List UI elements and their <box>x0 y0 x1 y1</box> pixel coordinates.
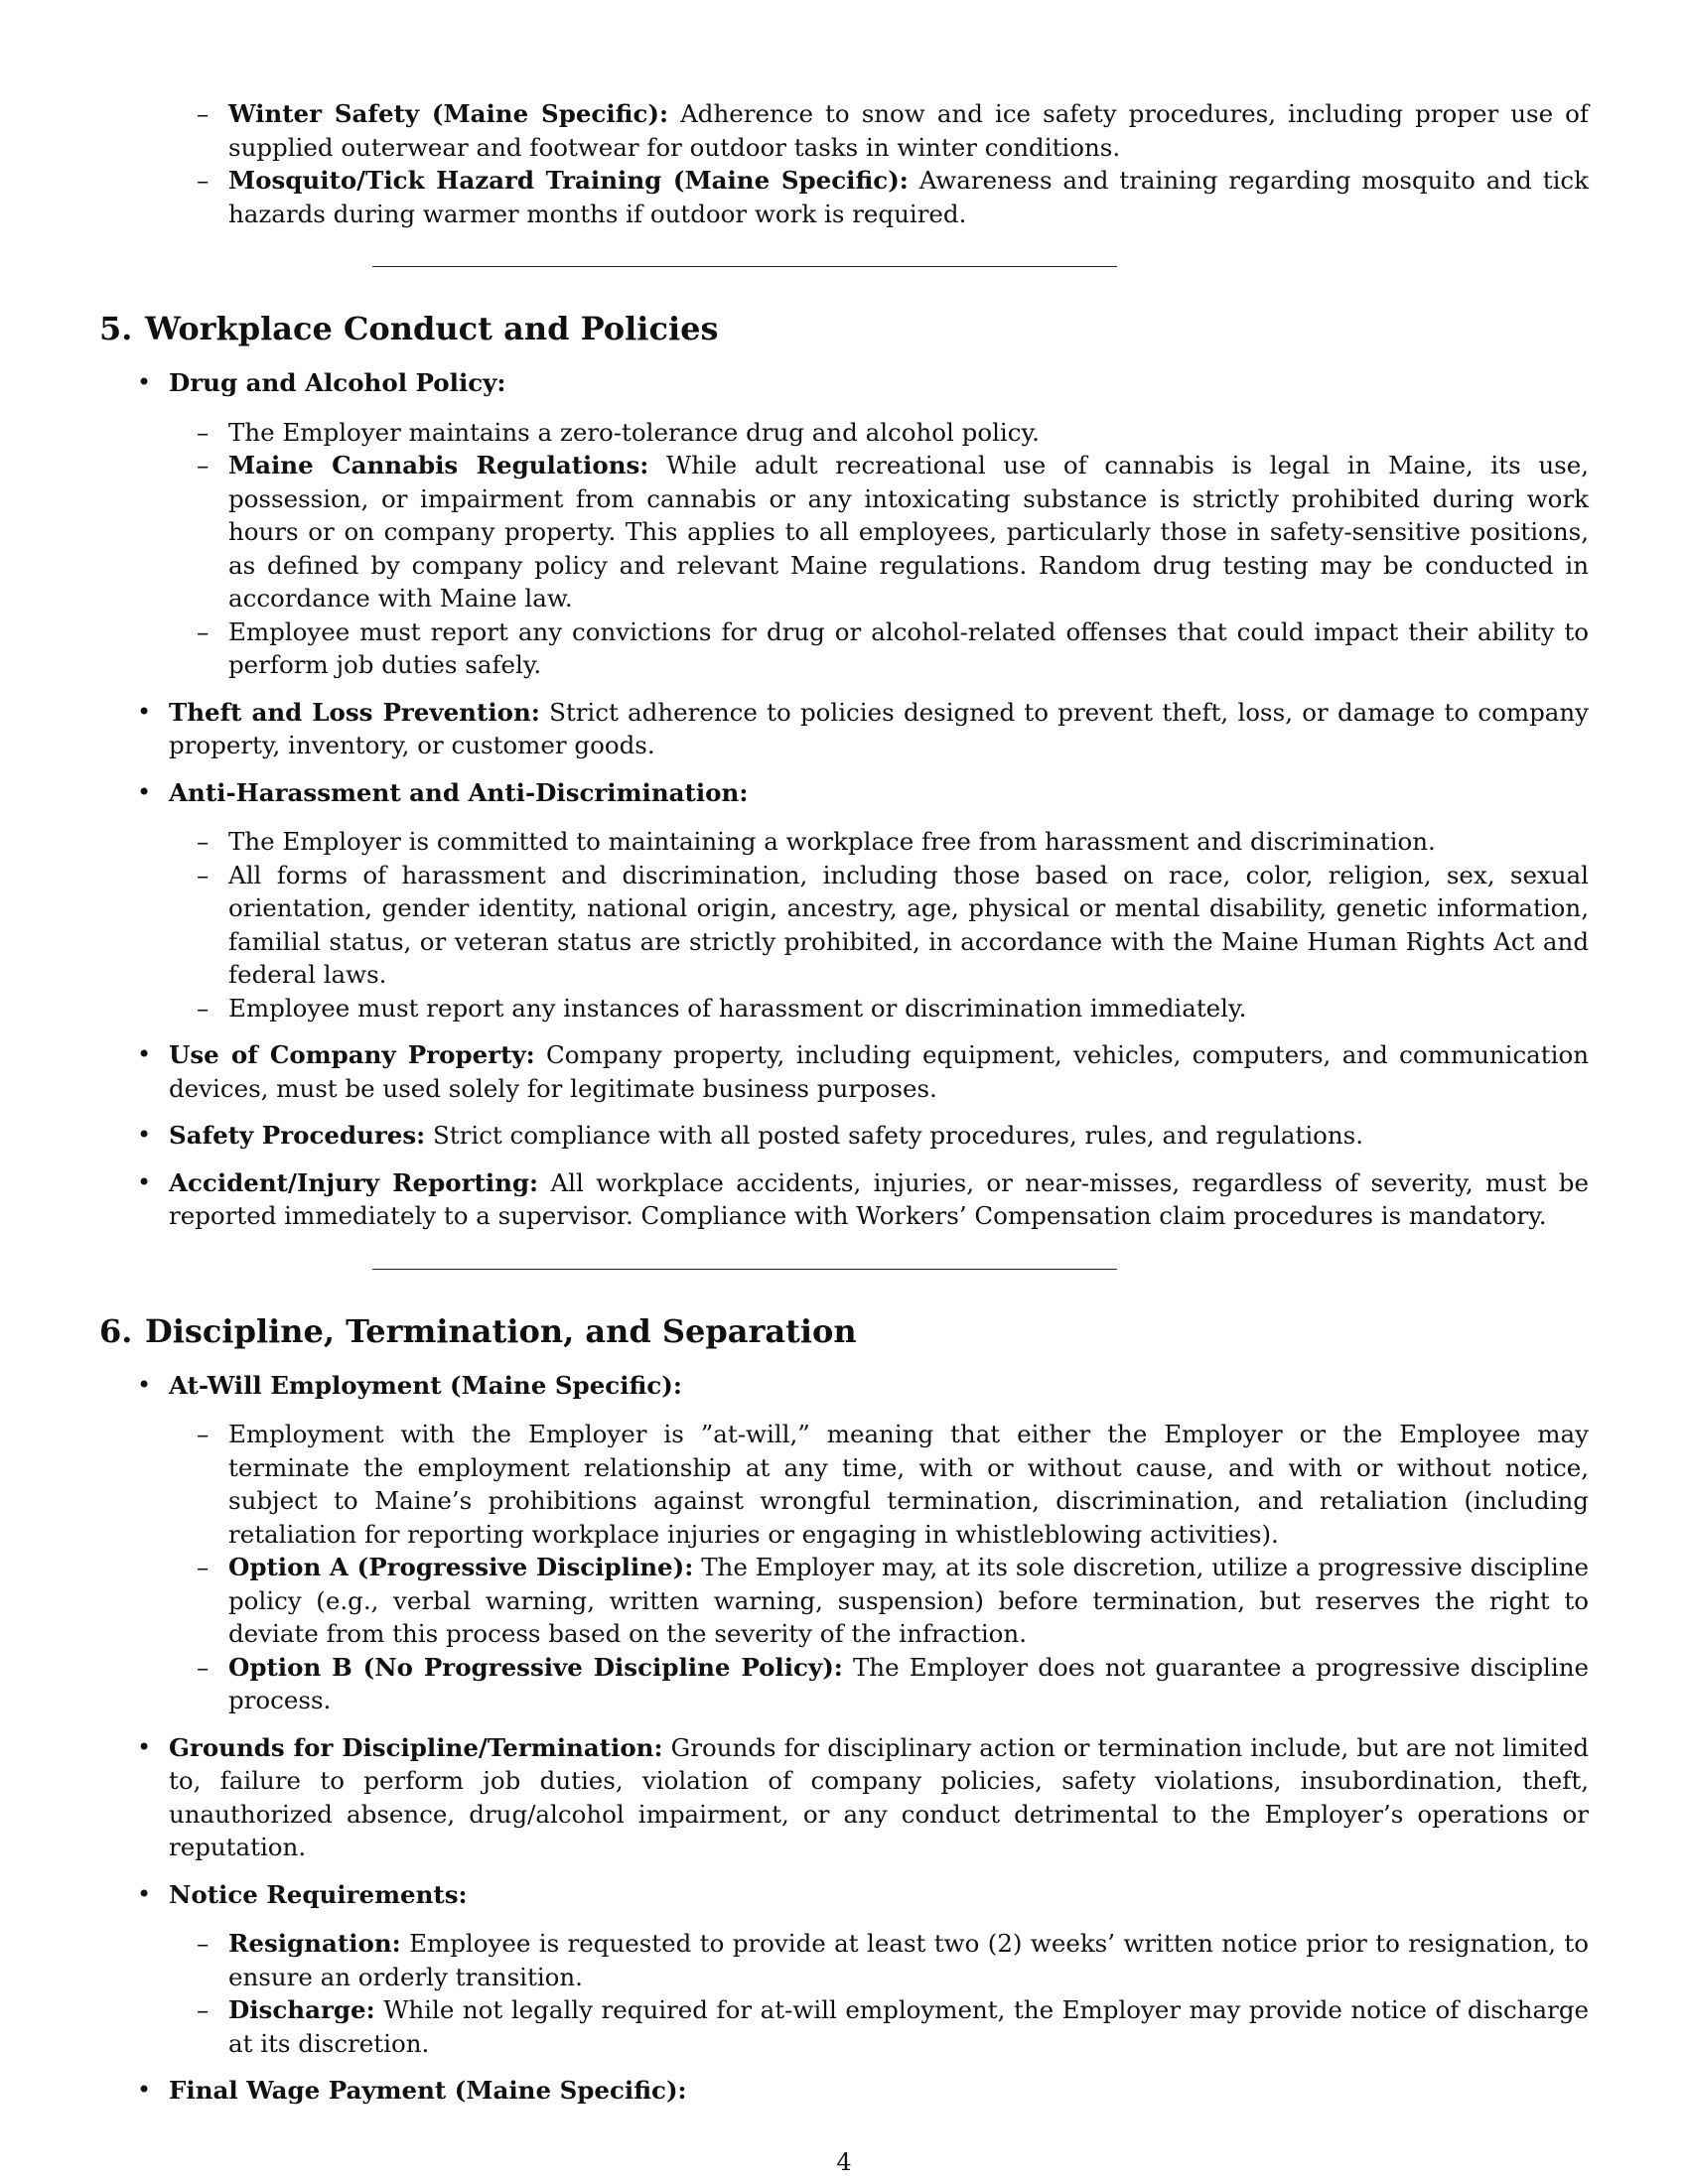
item-text: Strict adherence to policies designed to prevent theft, loss, or damage to company property, inventory, or customer goods. <box>169 697 1589 759</box>
sub-list-item <box>169 992 1589 1025</box>
item-label: Anti-Harassment and Anti-Discrimination: <box>169 777 749 807</box>
list-item <box>99 1369 1589 1717</box>
item-text: Company property, including equipment, vehicles, computers, and communication devices, must be used solely for legitimate business purposes. <box>169 1040 1589 1103</box>
item-label: Mosquito/Tick Hazard Training (Maine Specific): <box>228 166 909 195</box>
section-number: 6. <box>99 1311 133 1350</box>
item-label: Safety Procedures: <box>169 1121 426 1150</box>
item-label: Final Wage Payment (Maine Specific): <box>169 2076 687 2105</box>
section-title: Discipline, Termination, and Separation <box>145 1311 857 1350</box>
list-item <box>99 1878 1589 2061</box>
item-label: Option A (Progressive Discipline): <box>228 1553 694 1581</box>
sub-list-item <box>169 449 1589 615</box>
item-text: The Employer may, at its sole discretion, utilize a progressive discipline policy (e.g., verbal warning, written warning, suspension) before termination, but reserves the right to deviate from this process based on the severity of the infraction. <box>228 1553 1589 1648</box>
item-label: Grounds for Discipline/Termination: <box>169 1732 663 1762</box>
list-item <box>99 1038 1589 1105</box>
sub-list-item <box>169 825 1589 859</box>
item-text: All workplace accidents, injuries, or near-misses, regardless of severity, must be reported immediately to a supervisor. Compliance with Workers’ Compensation claim procedures is mandatory. <box>169 1167 1589 1230</box>
sub-list <box>169 825 1589 1024</box>
sub-list-item <box>169 1993 1589 2060</box>
intro-list <box>99 97 1589 230</box>
item-text: Strict compliance with all posted safety procedures, rules, and regulations. <box>425 1121 1364 1150</box>
list-item <box>99 1119 1589 1153</box>
sub-list <box>169 1418 1589 1717</box>
section5-list <box>99 366 1589 1233</box>
list-item <box>99 164 1589 230</box>
sub-list-item <box>169 1551 1589 1651</box>
section-number: 5. <box>99 310 133 347</box>
item-label: Winter Safety (Maine Specific): <box>228 99 669 128</box>
item-label: Discharge: <box>228 1995 375 2024</box>
page-number: 4 <box>836 2148 852 2176</box>
list-item <box>99 696 1589 762</box>
sub-list <box>169 416 1589 682</box>
item-text: The Employer maintains a zero-tolerance drug and alcohol policy. <box>228 417 1040 447</box>
item-text: Awareness and training regarding mosquito and tick hazards during warmer months if outdoor work is required. <box>228 166 1589 228</box>
section6-list <box>99 1369 1589 2108</box>
item-label: Drug and Alcohol Policy: <box>169 368 506 397</box>
item-text: Employment with the Employer is ”at-will,” meaning that either the Employer or the Employee may terminate the employment relationship at any time, with or without cause, and with or without notice, subject to Maine’s prohibitions against wrongful termination, discrimination, and retaliation (including retaliation for reporting workplace injuries or engaging in whistleblowing activities). <box>228 1420 1589 1549</box>
list-item <box>99 366 1589 682</box>
section-title: Workplace Conduct and Policies <box>145 310 719 347</box>
list-item <box>99 776 1589 1025</box>
item-label: Use of Company Property: <box>169 1040 535 1069</box>
item-text: Employee must report any instances of harassment or discrimination immediately. <box>228 993 1247 1023</box>
item-text: While not legally required for at-will employment, the Employer may provide notice of discharge at its discretion. <box>228 1995 1589 2058</box>
list-item <box>99 2074 1589 2108</box>
list-item <box>99 1166 1589 1233</box>
list-item <box>99 1731 1589 1864</box>
item-text: Employee must report any convictions for drug or alcohol-related offenses that could impact their ability to perform job duties safely. <box>228 616 1589 679</box>
sub-list-item <box>169 416 1589 450</box>
item-label: Accident/Injury Reporting: <box>169 1167 539 1197</box>
sub-list <box>169 1927 1589 2060</box>
item-label: Option B (No Progressive Discipline Policy): <box>228 1652 843 1682</box>
section-divider <box>372 1269 1117 1270</box>
item-label: Notice Requirements: <box>169 1879 468 1909</box>
item-label: Maine Cannabis Regulations: <box>228 451 649 479</box>
section-heading <box>99 309 1589 348</box>
item-label: Resignation: <box>228 1929 401 1958</box>
section-heading <box>99 1311 1589 1351</box>
sub-list-item <box>169 1418 1589 1551</box>
item-text: The Employer is committed to maintaining a workplace free from harassment and discrimination. <box>228 827 1436 856</box>
item-label: At-Will Employment (Maine Specific): <box>169 1370 682 1400</box>
item-text: Grounds for disciplinary action or termination include, but are not limited to, failure to perform job duties, violation of company policies, safety violations, insubordination, theft, unauthorized absence, drug/alcohol impairment, or any conduct detrimental to the Employer’s operations or reputation. <box>169 1732 1589 1861</box>
list-item <box>99 97 1589 164</box>
item-text: Employee is requested to provide at least two (2) weeks’ written notice prior to resignation, to ensure an orderly transition. <box>228 1929 1589 1991</box>
item-text: The Employer does not guarantee a progressive discipline process. <box>228 1652 1589 1714</box>
sub-list-item <box>169 1651 1589 1717</box>
section-divider <box>372 266 1117 267</box>
item-label: Theft and Loss Prevention: <box>169 697 540 727</box>
sub-list-item <box>169 859 1589 992</box>
page-content <box>99 97 1589 2121</box>
sub-list-item <box>169 1927 1589 1993</box>
item-text: Adherence to snow and ice safety procedures, including proper use of supplied outerwear and footwear for outdoor tasks in winter conditions. <box>228 99 1589 162</box>
sub-list-item <box>169 615 1589 682</box>
item-text: All forms of harassment and discrimination, including those based on race, color, religion, sex, sexual orientation, gender identity, national origin, ancestry, age, physical or mental disability, genetic information, familial status, or veteran status are strictly prohibited, in accordance with the Maine Human Rights Act and federal laws. <box>228 860 1589 989</box>
item-text: While adult recreational use of cannabis is legal in Maine, its use, possession, or impairment from cannabis or any intoxicating substance is strictly prohibited during work hours or on company property. This applies to all employees, particularly those in safety-sensitive positions, as defined by company policy and relevant Maine regulations. Random drug testing may be conducted in accordance with Maine law. <box>228 451 1589 613</box>
